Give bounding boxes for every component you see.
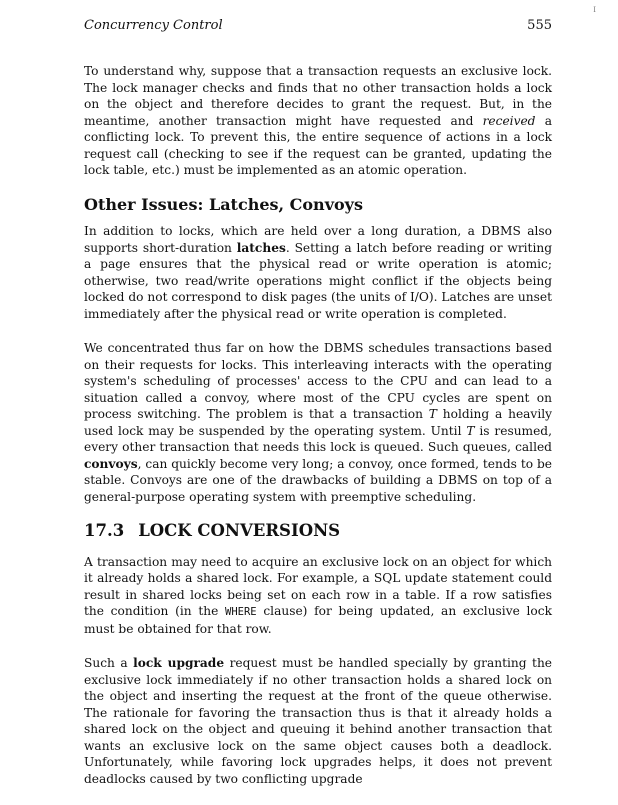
subsection-heading: Other Issues: Latches, Convoys	[84, 194, 363, 214]
paragraph-atomic-lock-request: To understand why, suppose that a transaction requests an exclusive lock. The lock manager checks and finds that no other transaction holds a lock on the object and therefore decides to grant the request. But, in the meantime, another transaction might have requested and received a conflicting lock. To prevent this, the entire sequence of actions in a lock request call (checking to see if the request can be granted, updating the lock table, etc.) must be implemented as an atomic operation.	[84, 64, 552, 177]
term-latches: latches	[236, 240, 286, 255]
term-convoys: convoys	[84, 456, 138, 471]
term-lock-upgrade: lock upgrade	[133, 656, 225, 670]
paragraph-convoys: We concentrated thus far on how the DBMS schedules transactions based on their requests for locks. This interleaving interacts with the operating system's scheduling of processes' access to the CPU and can lead to a situation called a convoy, where most of the CPU cycles are spent on process switching. The problem is that a transaction T holding a heavily used lock may be suspended by the operating system. Until T is resumed, every other transaction that needs this lock is queued. Such queues, called convoys, can quickly become very long; a convoy, once formed, tends to be stable. Convoys are one of the drawbacks of building a DBMS on top of a general-purpose operating system with preemptive scheduling.	[84, 341, 552, 504]
margin-mark: I	[593, 6, 596, 14]
emphasis-received: received	[482, 113, 536, 128]
variable-t: T	[428, 407, 437, 421]
variable-t: T	[466, 423, 475, 438]
paragraph-lock-conversion: A transaction may need to acquire an exclusive lock on an object for which it already holds a shared lock. For example, a SQL update statement could result in shared locks being set on each row in a table. If a row satisfies the condition (in the WHERE clause) for being updated, an exclusive lock must be obtained for that row.	[84, 554, 552, 636]
running-header	[84, 18, 552, 33]
paragraph-latches: In addition to locks, which are held over a long duration, a DBMS also supports short-duration latches. Setting a latch before reading or writing a page ensures that the physical read or write operation is atomic; otherwise, two read/write operations might conflict if the objects being locked do not correspond to disk pages (the units of I/O). Latches are unset immediately after the physical read or write operation is completed.	[84, 224, 552, 321]
section-heading	[84, 523, 552, 540]
chapter-title: Concurrency Control	[84, 18, 223, 33]
section-number: 17.3	[84, 521, 125, 540]
section-title: LOCK CONVERSIONS	[138, 521, 341, 540]
page-body	[84, 63, 552, 805]
paragraph-lock-upgrade: Such a lock upgrade request must be handled specially by granting the exclusive lock immediately if no other transaction holds a shared lock on the object and inserting the request at the front of the queue otherwise. The rationale for favoring the transaction thus is that it already holds a shared lock on the object and queuing it behind another transaction that wants an exclusive lock on the same object causes both a deadlock. Unfortunately, while favoring lock upgrades helps, it does not prevent deadlocks caused by two conflicting upgrade	[84, 656, 553, 786]
code-where: WHERE	[225, 606, 257, 618]
page-number: 555	[527, 18, 552, 33]
